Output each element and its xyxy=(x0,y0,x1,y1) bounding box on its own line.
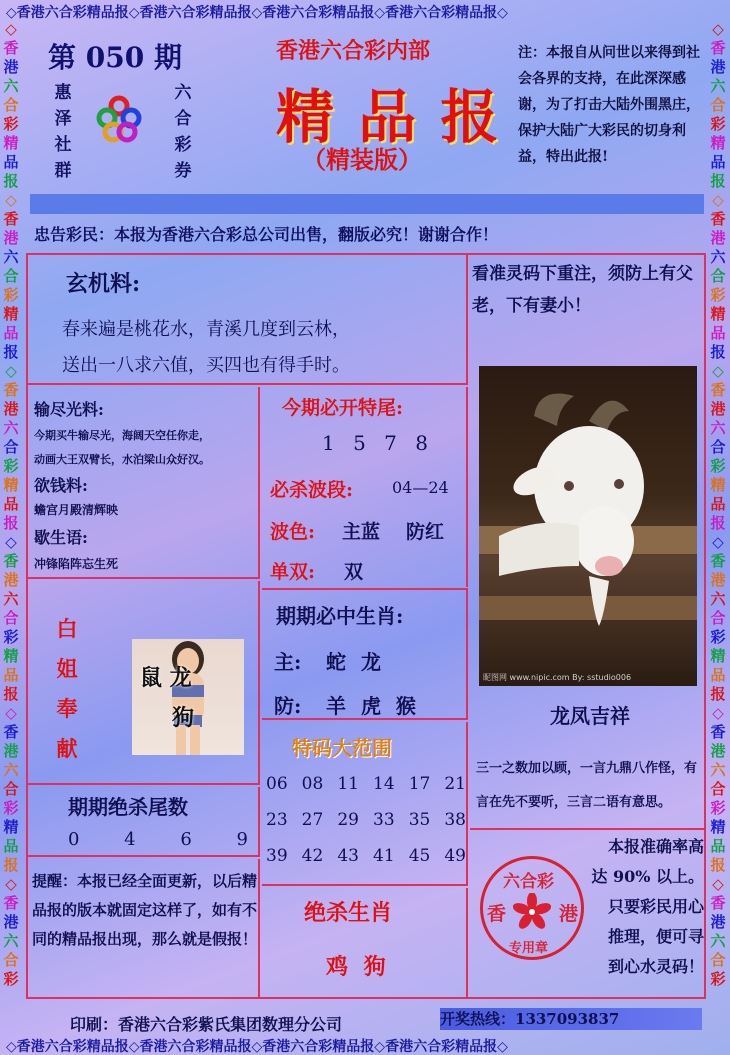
border-char: 香 xyxy=(3,381,19,399)
color-label: 波色: xyxy=(270,521,316,543)
border-char: 合 xyxy=(710,267,726,285)
border-char: ◇ xyxy=(5,533,17,551)
border-char: 精 xyxy=(3,818,19,836)
logo-left-char: 社 xyxy=(54,135,72,155)
shuyu-line1: 今期买牛输尽光，海阔天空任你走， xyxy=(34,429,210,442)
logo-right-char: 彩 xyxy=(174,135,192,155)
border-char: 合 xyxy=(3,267,19,285)
header xyxy=(26,22,706,197)
border-char: ◇ xyxy=(712,20,724,38)
shuyu-line2: 动画大王双臂长，水泊梁山众好汉。 xyxy=(34,453,210,466)
shengxiao-guard-value: 羊 虎 猴 xyxy=(326,694,420,718)
shuyu-section xyxy=(28,387,260,579)
jueshao-value: 鸡 狗 xyxy=(326,954,390,980)
baijie-char: 白 xyxy=(56,616,78,641)
border-char: ◇ xyxy=(712,362,724,380)
issue-number: 第 050 期 xyxy=(48,41,182,74)
longfeng-title: 龙凤吉祥 xyxy=(550,704,630,728)
border-char: ◇ xyxy=(5,191,17,209)
tema-number: 27 xyxy=(301,810,324,830)
goat-photo xyxy=(479,366,697,686)
border-char: 精 xyxy=(3,305,19,323)
jueshao-section xyxy=(262,888,468,997)
tema-number: 17 xyxy=(408,774,431,794)
top-border-text: ◇香港六合彩精品报◇香港六合彩精品报◇香港六合彩精品报◇香港六合彩精品报◇ xyxy=(6,5,508,20)
tema-number: 49 xyxy=(444,846,466,866)
tema-number: 06 xyxy=(266,774,288,794)
border-char: 六 xyxy=(3,761,19,779)
weishu-number: 9 xyxy=(236,829,248,850)
border-char: 香 xyxy=(710,210,726,228)
yu-text: 蟾宫月殿清辉映 xyxy=(34,503,119,517)
border-char: 品 xyxy=(710,666,726,684)
border-char: 精 xyxy=(710,476,726,494)
border-char: 品 xyxy=(3,324,19,342)
paper-subtitle: 香港六合彩内部 xyxy=(276,38,431,64)
border-char: 六 xyxy=(3,590,19,608)
baijie-char: 献 xyxy=(56,736,78,761)
border-char: 港 xyxy=(3,58,19,76)
border-char: 品 xyxy=(710,153,726,171)
border-char: 六 xyxy=(3,932,19,950)
border-char: 彩 xyxy=(710,970,726,988)
accuracy-line: 本报准确率高 xyxy=(607,837,704,856)
border-char: 合 xyxy=(710,609,726,627)
border-char: 精 xyxy=(710,134,726,152)
shengxiao-title: 期期必中生肖: xyxy=(276,604,404,628)
xie-text: 冲锋陷阵忘生死 xyxy=(34,557,119,571)
border-char: 六 xyxy=(710,590,726,608)
border-char: 合 xyxy=(3,96,19,114)
danshuang-label: 单双: xyxy=(270,561,316,583)
border-char: 报 xyxy=(3,856,19,874)
border-char: 六 xyxy=(710,77,726,95)
model-photo xyxy=(132,639,244,755)
border-char: 彩 xyxy=(710,457,726,475)
border-char: 报 xyxy=(710,172,726,190)
border-char: 品 xyxy=(3,837,19,855)
border-char: 合 xyxy=(710,96,726,114)
accuracy-line: 达 90% 以上。 xyxy=(591,867,704,886)
accuracy-line: 推理，便可寻 xyxy=(607,927,704,946)
yu-title: 欲钱料: xyxy=(34,476,88,495)
logo-left-text xyxy=(50,80,76,184)
border-char: 香 xyxy=(3,210,19,228)
border-char: 彩 xyxy=(3,115,19,133)
border-char: 合 xyxy=(3,780,19,798)
model-overlay-1: 鼠 龙 xyxy=(140,665,192,691)
border-char: 彩 xyxy=(3,799,19,817)
border-char: 精 xyxy=(3,134,19,152)
baijie-section xyxy=(28,581,260,785)
tema-number: 45 xyxy=(408,846,431,866)
color-guard: 防红 xyxy=(406,521,445,543)
border-char: 港 xyxy=(3,229,19,247)
border-char: 品 xyxy=(710,324,726,342)
tema-number: 33 xyxy=(373,810,395,830)
border-char: 合 xyxy=(710,438,726,456)
tema-number: 43 xyxy=(337,846,359,866)
border-char: 报 xyxy=(710,856,726,874)
border-char: 六 xyxy=(710,248,726,266)
logo-left-char: 泽 xyxy=(54,109,72,129)
border-char: 港 xyxy=(710,742,726,760)
border-char: 彩 xyxy=(3,970,19,988)
border-char: 合 xyxy=(3,609,19,627)
border-char: 港 xyxy=(710,229,726,247)
logo-left-char: 群 xyxy=(54,161,72,181)
tema-title: 特码大范围 xyxy=(292,736,392,760)
tixing-text: 提醒：本报已经全面更新，以后精品报的版本就固定这样了，如有不同的精品报出现，那么就是假报！ xyxy=(32,872,258,948)
border-char: 精 xyxy=(710,818,726,836)
border-char: 精 xyxy=(3,476,19,494)
weishu-title: 期期绝杀尾数 xyxy=(68,795,188,819)
border-char: 报 xyxy=(3,343,19,361)
logo-right-text xyxy=(170,80,196,184)
tema-number: 23 xyxy=(266,810,288,830)
blue-bar xyxy=(30,194,704,214)
border-char: 港 xyxy=(710,913,726,931)
border-char: 品 xyxy=(3,666,19,684)
border-char: 六 xyxy=(3,77,19,95)
shengxiao-main-value: 蛇 龙 xyxy=(326,650,385,674)
logo-right-char: 六 xyxy=(174,83,192,103)
warning-line: 忠告彩民：本报为香港六合彩总公司出售，翻版必究！谢谢合作！ xyxy=(34,225,499,244)
border-char: 香 xyxy=(3,552,19,570)
border-char: 报 xyxy=(3,172,19,190)
shuyu-title: 输尽光料: xyxy=(34,400,104,419)
border-char: 香 xyxy=(710,39,726,57)
baijie-char: 奉 xyxy=(56,696,78,721)
right-top-text: 看准灵码下重注，须防上有父老，下有妻小！ xyxy=(472,264,693,316)
tema-number: 38 xyxy=(444,810,466,830)
border-char: 品 xyxy=(710,837,726,855)
jueshao-title: 绝杀生肖 xyxy=(304,900,393,926)
tema-number: 29 xyxy=(337,810,359,830)
border-char: ◇ xyxy=(5,704,17,722)
longfeng-section xyxy=(470,690,704,830)
border-char: 香 xyxy=(710,894,726,912)
danshuang-value: 双 xyxy=(344,561,364,583)
longfeng-text: 三一之数加以顾，一言九鼎八作怪，有言在先不要听，三言二语有意思。 xyxy=(476,761,698,810)
border-char: 彩 xyxy=(710,628,726,646)
border-char: 港 xyxy=(3,742,19,760)
shengxiao-section xyxy=(262,588,468,720)
accuracy-text xyxy=(574,832,704,982)
tema-number: 21 xyxy=(444,774,466,794)
baijie-text xyxy=(54,609,80,769)
tema-row xyxy=(266,846,466,866)
border-char: 报 xyxy=(3,685,19,703)
lottery-logo-icon xyxy=(94,94,144,144)
xuanji-title: 玄机料: xyxy=(66,271,141,297)
model-illustration xyxy=(132,639,244,755)
bottom-border-text: ◇香港六合彩精品报◇香港六合彩精品报◇香港六合彩精品报◇香港六合彩精品报◇ xyxy=(6,1039,508,1054)
seal-left: 香 xyxy=(487,903,507,925)
border-char: 彩 xyxy=(3,628,19,646)
border-char: 六 xyxy=(3,419,19,437)
border-char: ◇ xyxy=(712,533,724,551)
border-char: 六 xyxy=(710,419,726,437)
model-overlay-2: 狗 xyxy=(172,705,195,731)
logo-right-char: 合 xyxy=(174,109,192,129)
border-char: 彩 xyxy=(710,286,726,304)
weishu-number: 4 xyxy=(124,829,136,850)
border-char: 品 xyxy=(710,495,726,513)
border-char: 六 xyxy=(3,248,19,266)
weishu-number: 6 xyxy=(180,829,192,850)
seal-bottom: 专用章 xyxy=(509,941,549,956)
border-char: 香 xyxy=(710,381,726,399)
border-char: 精 xyxy=(710,647,726,665)
seal-top: 六合彩 xyxy=(503,872,554,892)
border-char: 六 xyxy=(710,761,726,779)
tixing-section xyxy=(28,859,260,997)
border-char: 彩 xyxy=(710,115,726,133)
border-char: 合 xyxy=(3,438,19,456)
accuracy-line: 只要彩民用心 xyxy=(607,897,704,916)
official-seal xyxy=(480,856,584,960)
footer-phone: 开奖热线：1337093837 xyxy=(440,1008,702,1030)
border-char: 合 xyxy=(3,951,19,969)
tewei-numbers: 1 5 7 8 xyxy=(322,431,434,455)
border-char: ◇ xyxy=(712,704,724,722)
border-char: 品 xyxy=(3,153,19,171)
tema-number: 42 xyxy=(301,846,324,866)
border-char: 精 xyxy=(3,647,19,665)
tema-number: 39 xyxy=(266,846,288,866)
bosha-label: 必杀波段: xyxy=(270,479,354,501)
tewei-title: 今期必开特尾: xyxy=(282,397,404,419)
border-char: ◇ xyxy=(5,875,17,893)
border-char: 六 xyxy=(710,932,726,950)
border-char: 港 xyxy=(710,58,726,76)
border-char: 合 xyxy=(710,780,726,798)
border-char: 港 xyxy=(710,400,726,418)
tema-section xyxy=(262,722,468,886)
header-note: 注：本报自从问世以来得到社会各界的支持，在此深深感谢，为了打击大陆外围黑庄，保护大陆广大彩民的切身利益，特出此报! xyxy=(518,45,700,165)
border-char: 香 xyxy=(3,894,19,912)
logo-right-char: 券 xyxy=(174,161,192,181)
bosha-value: 04—24 xyxy=(392,478,449,497)
paper-title: 精 品 报 xyxy=(276,83,501,151)
color-main: 主蓝 xyxy=(342,521,381,543)
footer-print: 印刷：香港六合彩紫氏集团数理分公司 xyxy=(70,1015,343,1034)
weishu-section xyxy=(28,787,260,857)
goat-illustration xyxy=(479,366,697,686)
accuracy-line: 到心水灵码！ xyxy=(607,957,704,976)
border-char: 香 xyxy=(3,39,19,57)
tema-number: 35 xyxy=(408,810,431,830)
xuanji-section xyxy=(28,255,468,385)
xie-title: 歇生语: xyxy=(34,528,88,547)
border-char: 报 xyxy=(3,514,19,532)
border-char: 香 xyxy=(710,723,726,741)
weishu-numbers xyxy=(68,829,248,850)
border-char: 精 xyxy=(710,305,726,323)
border-char: 报 xyxy=(710,343,726,361)
tema-number: 08 xyxy=(301,774,324,794)
border-char: 香 xyxy=(710,552,726,570)
border-char: ◇ xyxy=(712,191,724,209)
border-char: 品 xyxy=(3,495,19,513)
seal-right: 港 xyxy=(559,903,579,925)
border-char: 报 xyxy=(710,514,726,532)
right-border-text xyxy=(707,20,729,1032)
tewei-section xyxy=(262,387,468,587)
xuanji-line2: 送出一八求六值，买四也有得手时。 xyxy=(62,355,350,376)
baijie-char: 姐 xyxy=(56,656,78,681)
flower-icon xyxy=(513,893,551,931)
tema-number: 11 xyxy=(337,774,359,794)
border-char: 报 xyxy=(710,685,726,703)
border-char: ◇ xyxy=(712,875,724,893)
xuanji-line1: 春来遍是桃花水，青溪几度到云林， xyxy=(62,319,350,340)
border-char: 彩 xyxy=(710,799,726,817)
tema-number: 41 xyxy=(373,846,395,866)
shengxiao-guard-label: 防: xyxy=(274,694,302,718)
weishu-number: 0 xyxy=(68,829,80,850)
border-char: 香 xyxy=(3,723,19,741)
border-char: 合 xyxy=(710,951,726,969)
border-char: 港 xyxy=(3,913,19,931)
border-char: 港 xyxy=(3,571,19,589)
logo-left-char: 惠 xyxy=(54,83,72,103)
border-char: 彩 xyxy=(3,457,19,475)
border-char: ◇ xyxy=(5,20,17,38)
tema-row xyxy=(266,774,466,794)
border-char: 港 xyxy=(710,571,726,589)
border-char: 港 xyxy=(3,400,19,418)
photo-caption: 昵图网 www.nipic.com By: sstudio006 xyxy=(483,673,632,682)
tema-grid xyxy=(266,774,466,882)
tema-row xyxy=(266,810,466,830)
border-char: 彩 xyxy=(3,286,19,304)
shengxiao-main-label: 主: xyxy=(274,650,302,674)
left-border-text xyxy=(0,20,22,1032)
tema-number: 14 xyxy=(373,774,395,794)
paper-edition: （精装版） xyxy=(302,145,422,174)
border-char: ◇ xyxy=(5,362,17,380)
